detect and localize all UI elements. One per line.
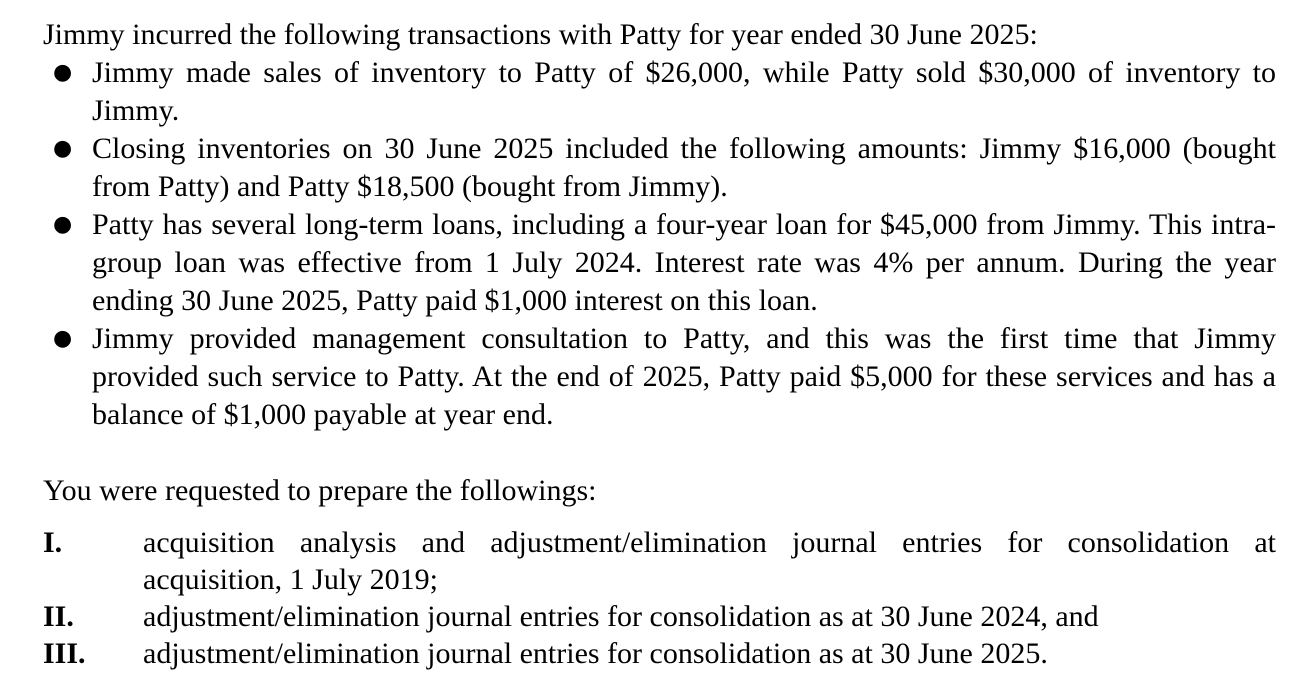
task-item (43, 635, 1276, 672)
task-numeral: I. (43, 526, 63, 559)
task-list (43, 524, 1276, 672)
bullet-icon: ● (53, 60, 73, 85)
list-item (43, 320, 1276, 434)
list-item-text: Closing inventories on 30 June 2025 included the following amounts: Jimmy $16,000 (bought from Patty) and Patty $18,500 (bought from Jimmy). (92, 132, 1276, 203)
bullet-icon: ● (53, 212, 73, 237)
task-item (43, 598, 1276, 635)
request-paragraph: You were requested to prepare the followings: (43, 474, 597, 507)
list-item (43, 206, 1276, 320)
list-item-text: Patty has several long-term loans, including a four-year loan for $45,000 from Jimmy. This intra-group loan was effective from 1 July 2024. Interest rate was 4% per annum. During the year ending 30 June 2025, Patty paid $1,000 interest on this loan. (92, 208, 1276, 317)
bullet-icon: ● (53, 136, 73, 161)
task-numeral: II. (43, 600, 74, 633)
list-item (43, 130, 1276, 206)
document-body (43, 16, 1276, 672)
transaction-list (43, 54, 1276, 434)
intro-paragraph: Jimmy incurred the following transactions with Patty for year ended 30 June 2025: (43, 18, 1038, 51)
task-text: acquisition analysis and adjustment/elimination journal entries for consolidation at acquisition, 1 July 2019; (143, 526, 1276, 596)
list-item-text: Jimmy provided management consultation to Patty, and this was the first time that Jimmy provided such service to Patty. At the end of 2025, Patty paid $5,000 for these services and has a balance of $1,000 payable at year end. (92, 322, 1276, 431)
task-text: adjustment/elimination journal entries for consolidation as at 30 June 2025. (143, 637, 1048, 670)
list-item (43, 54, 1276, 130)
bullet-icon: ● (53, 326, 73, 351)
task-text: adjustment/elimination journal entries for consolidation as at 30 June 2024, and (143, 600, 1099, 633)
list-item-text: Jimmy made sales of inventory to Patty of $26,000, while Patty sold $30,000 of inventory to Jimmy. (92, 56, 1276, 127)
task-item (43, 524, 1276, 598)
task-numeral: III. (43, 637, 86, 670)
